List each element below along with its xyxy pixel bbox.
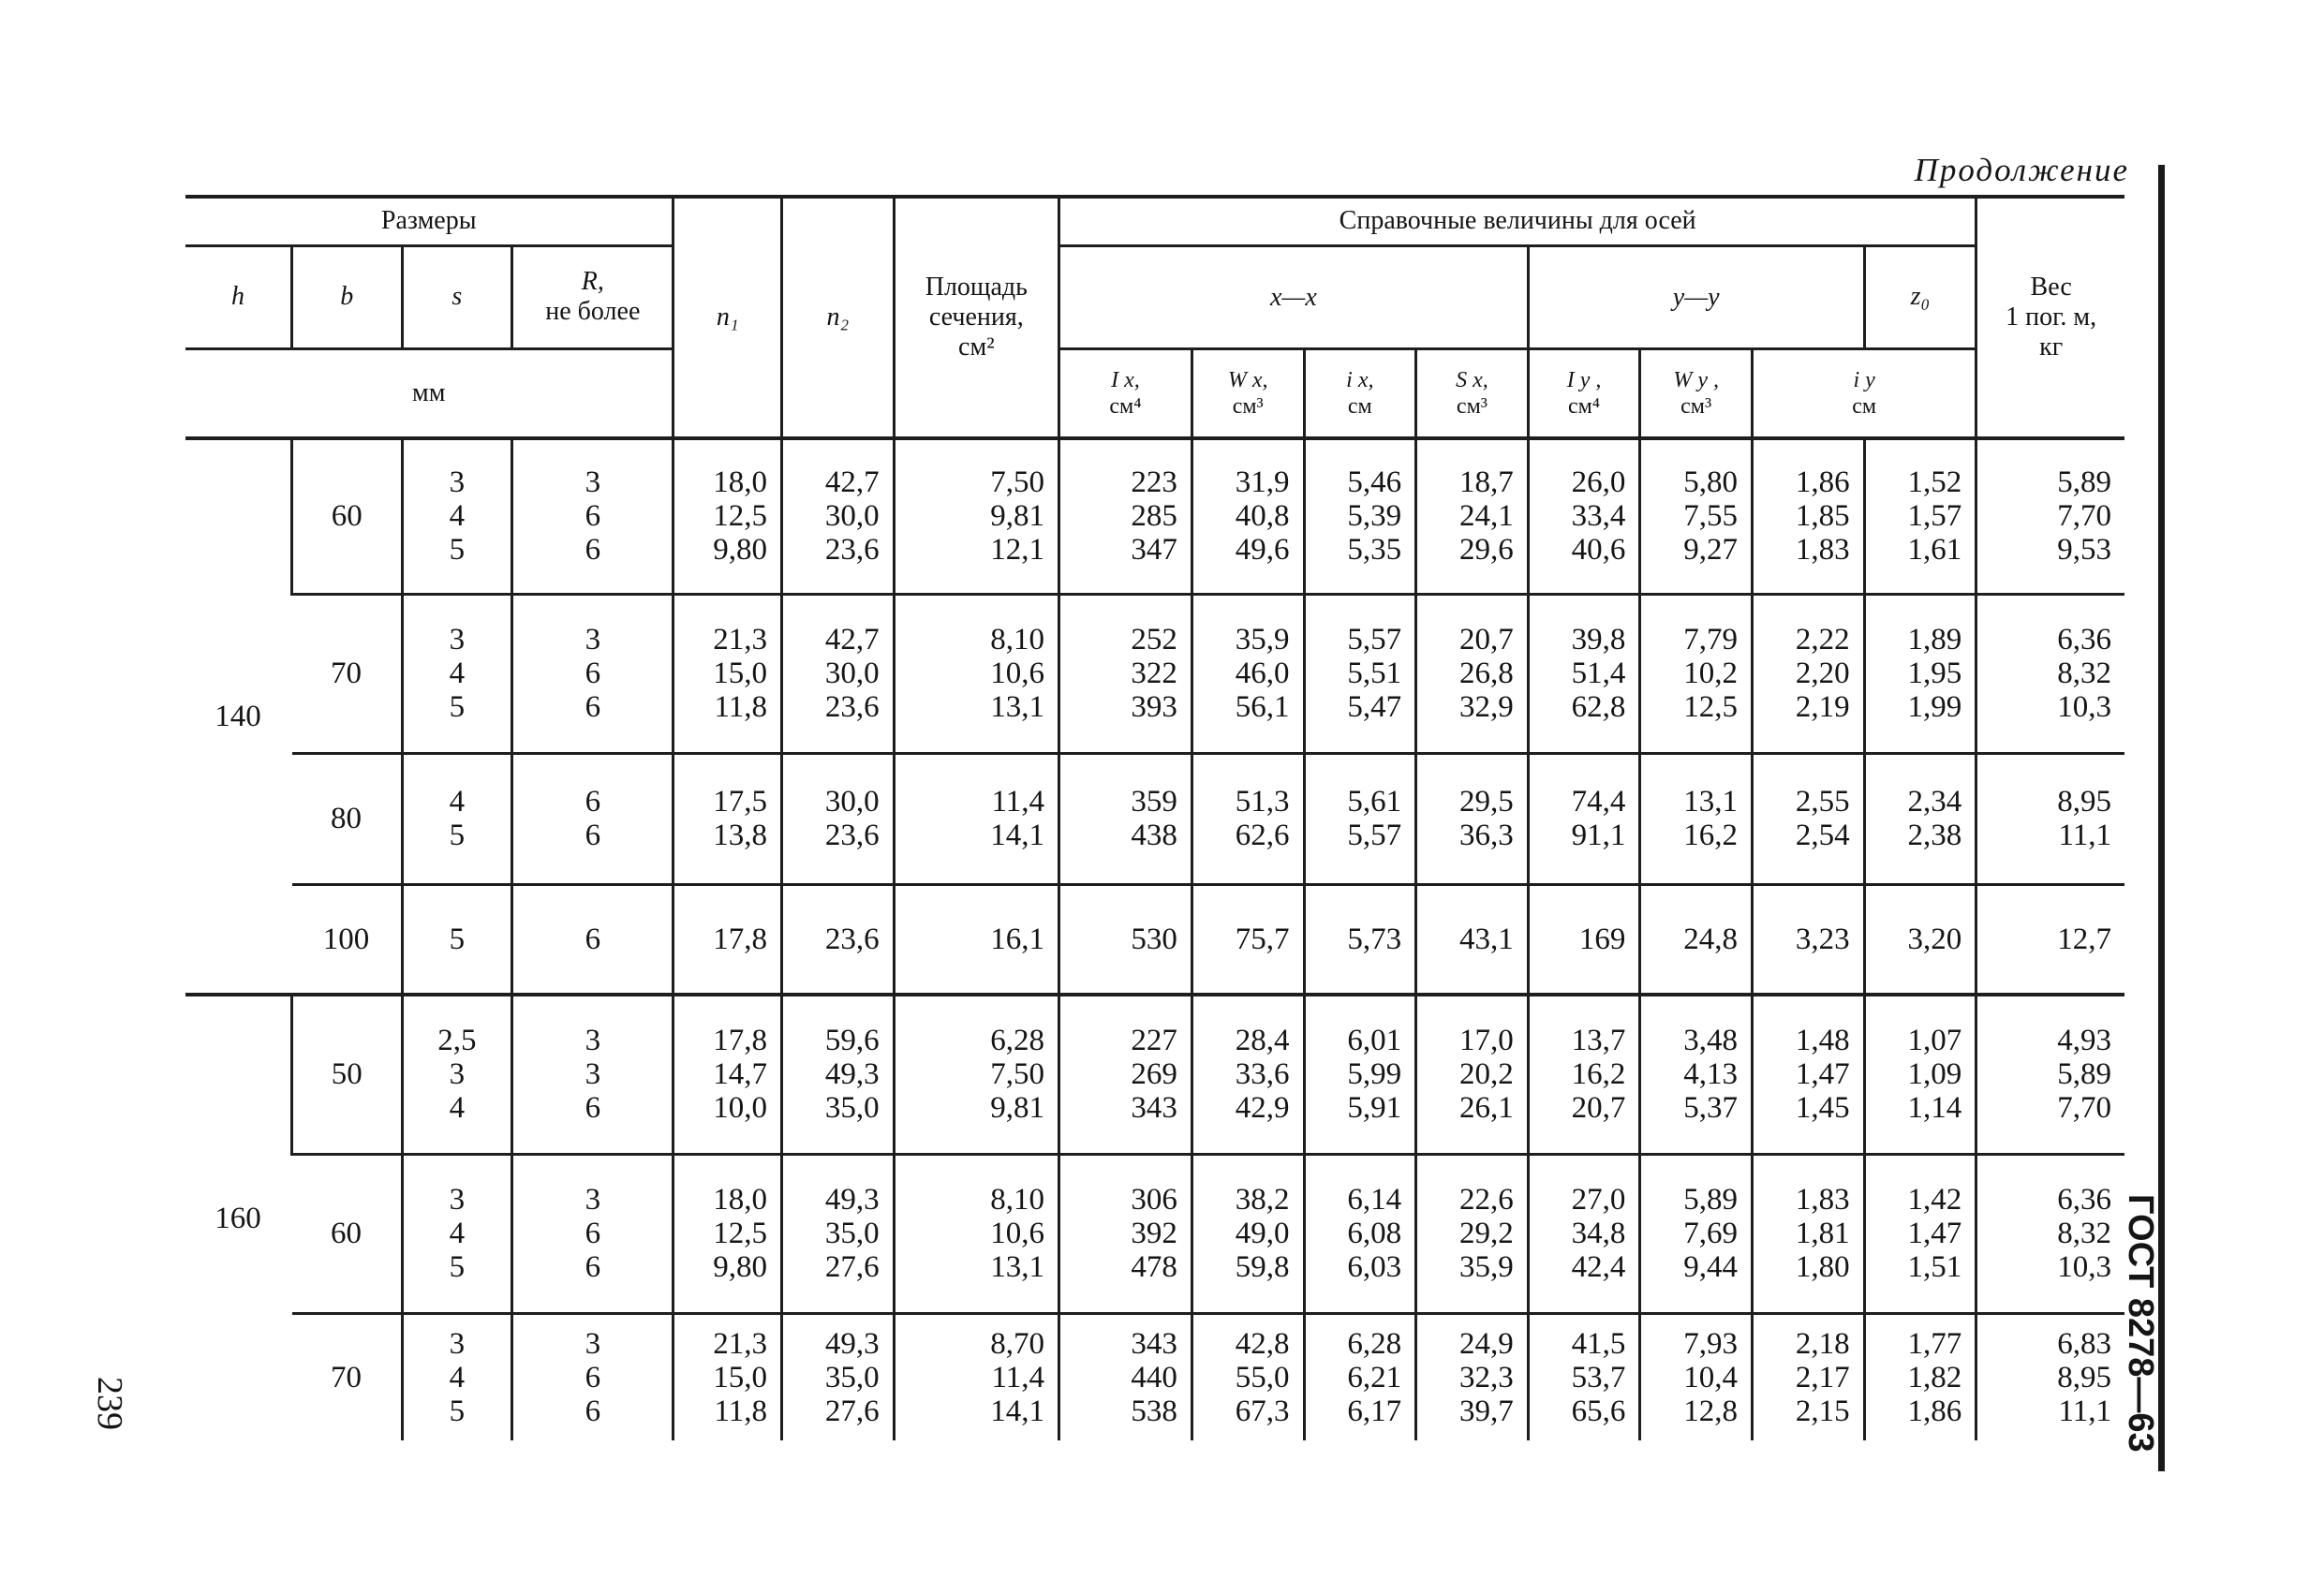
header-area-line2: сечения,: [928, 303, 1024, 332]
cell-iy: 169: [1528, 884, 1640, 995]
header-r-symbol: R,: [581, 267, 604, 296]
cell-s: 3 4 5: [402, 1313, 512, 1440]
header-iy-symbol: i y: [1853, 367, 1875, 392]
cell-a: 7,50 9,81 12,1: [894, 438, 1058, 594]
cell-r: 3 6 6: [512, 1313, 674, 1440]
header-ix: [1304, 348, 1416, 438]
header-axis-xx: x—x: [1059, 245, 1529, 348]
cell-a: 8,10 10,6 13,1: [894, 594, 1058, 753]
header-Wy: [1640, 348, 1753, 438]
height-group-cell: 140: [185, 438, 292, 995]
standard-label: ГОСТ 8278—63: [2121, 1194, 2160, 1453]
table-row: [185, 1154, 2124, 1313]
table-row: [185, 1313, 2124, 1440]
cell-b: 70: [292, 1313, 403, 1440]
header-weight-line2: 1 пог. м,: [2006, 303, 2097, 332]
cell-n1: 17,5 13,8: [674, 753, 782, 884]
cell-w: 5,89 7,70 9,53: [1976, 438, 2124, 594]
cell-wy: 24,8: [1640, 884, 1753, 995]
header-n2: n₂: [782, 197, 895, 438]
header-Wx-unit: см³: [1232, 393, 1264, 419]
cell-r: 6 6: [512, 753, 674, 884]
cell-iy: 2,22 2,20 2,19: [1752, 594, 1864, 753]
table-row: [185, 884, 2124, 995]
cell-sx: 43,1: [1416, 884, 1529, 995]
header-ix-unit: см: [1347, 393, 1372, 419]
cell-n1: 17,8 14,7 10,0: [674, 995, 782, 1154]
header-Iy-symbol: I y ,: [1566, 367, 1602, 392]
header-area-line1: Площадь: [925, 273, 1028, 302]
cell-n2: 49,3 35,0 27,6: [782, 1154, 895, 1313]
cell-wx: 75,7: [1192, 884, 1304, 995]
header-iy-z0-unit: [1752, 348, 1976, 438]
header-axis-yy: y—y: [1528, 245, 1864, 348]
cell-ix: 6,14 6,08 6,03: [1304, 1154, 1416, 1313]
cell-s: 2,5 3 4: [402, 995, 512, 1154]
cell-iy: 3,23: [1752, 884, 1864, 995]
cell-a: 11,4 14,1: [894, 753, 1058, 884]
header-cm-unit: см: [1852, 393, 1877, 419]
header-area-unit: см²: [958, 332, 995, 362]
cell-ix: 5,73: [1304, 884, 1416, 995]
cell-ix: 6,01 5,99 5,91: [1304, 995, 1416, 1154]
cell-wx: 28,4 33,6 42,9: [1192, 995, 1304, 1154]
cell-ix: 530: [1059, 884, 1192, 995]
cell-ix: 223 285 347: [1059, 438, 1192, 594]
cell-z0: 1,52 1,57 1,61: [1864, 438, 1976, 594]
cell-sx: 20,7 26,8 32,9: [1416, 594, 1529, 753]
cell-a: 6,28 7,50 9,81: [894, 995, 1058, 1154]
cell-n2: 42,7 30,0 23,6: [782, 438, 895, 594]
header-z0: z₀: [1864, 245, 1976, 348]
cell-s: 3 4 5: [402, 438, 512, 594]
header-area: [894, 197, 1058, 438]
header-Sx: [1416, 348, 1529, 438]
cell-w: 4,93 5,89 7,70: [1976, 995, 2124, 1154]
cell-r: 3 6 6: [512, 1154, 674, 1313]
cell-n1: 21,3 15,0 11,8: [674, 1313, 782, 1440]
header-weight: [1976, 197, 2124, 438]
header-weight-unit: кг: [2039, 332, 2064, 362]
header-b: b: [292, 245, 403, 348]
cell-sx: 22,6 29,2 35,9: [1416, 1154, 1529, 1313]
cell-b: 70: [292, 594, 403, 753]
cell-sx: 24,9 32,3 39,7: [1416, 1313, 1529, 1440]
cell-a: 8,10 10,6 13,1: [894, 1154, 1058, 1313]
table-header: [185, 197, 2124, 438]
cell-wy: 5,89 7,69 9,44: [1640, 1154, 1753, 1313]
header-sizes: Размеры: [185, 197, 674, 245]
header-Iy-unit: см⁴: [1567, 393, 1601, 419]
cell-wy: 13,1 16,2: [1640, 753, 1753, 884]
cell-z0: 1,89 1,95 1,99: [1864, 594, 1976, 753]
cell-iy: 41,5 53,7 65,6: [1528, 1313, 1640, 1440]
cell-ix: 5,46 5,39 5,35: [1304, 438, 1416, 594]
cell-ix: 252 322 393: [1059, 594, 1192, 753]
height-group-cell: 160: [185, 995, 292, 1440]
header-r: [512, 245, 674, 348]
table-row: [185, 995, 2124, 1154]
cell-ix: 5,57 5,51 5,47: [1304, 594, 1416, 753]
cell-sx: 29,5 36,3: [1416, 753, 1529, 884]
cell-ix: 306 392 478: [1059, 1154, 1192, 1313]
cell-iy: 13,7 16,2 20,7: [1528, 995, 1640, 1154]
header-Sx-symbol: S x,: [1456, 367, 1488, 392]
cell-ix: 227 269 343: [1059, 995, 1192, 1154]
cell-s: 5: [402, 884, 512, 995]
cell-b: 80: [292, 753, 403, 884]
header-weight-line1: Вес: [2030, 273, 2072, 302]
cell-z0: 1,07 1,09 1,14: [1864, 995, 1976, 1154]
header-Ix-symbol: I x,: [1111, 367, 1140, 392]
cell-z0: 1,77 1,82 1,86: [1864, 1313, 1976, 1440]
cell-iy: 1,48 1,47 1,45: [1752, 995, 1864, 1154]
cell-s: 3 4 5: [402, 1154, 512, 1313]
cell-ix: 5,61 5,57: [1304, 753, 1416, 884]
cell-s: 3 4 5: [402, 594, 512, 753]
cell-iy: 26,0 33,4 40,6: [1528, 438, 1640, 594]
cell-r: 3 6 6: [512, 438, 674, 594]
cell-iy: 27,0 34,8 42,4: [1528, 1154, 1640, 1313]
table-row: [185, 438, 2124, 594]
cell-wx: 38,2 49,0 59,8: [1192, 1154, 1304, 1313]
cell-r: 3 3 6: [512, 995, 674, 1154]
cell-wy: 3,48 4,13 5,37: [1640, 995, 1753, 1154]
header-s: s: [402, 245, 512, 348]
header-Sx-unit: см³: [1456, 393, 1488, 419]
cell-w: 6,83 8,95 11,1: [1976, 1313, 2124, 1440]
cell-r: 3 6 6: [512, 594, 674, 753]
table-row: [185, 594, 2124, 753]
header-h: h: [185, 245, 292, 348]
cell-wx: 51,3 62,6: [1192, 753, 1304, 884]
cell-ix: 359 438: [1059, 753, 1192, 884]
cell-iy: 1,86 1,85 1,83: [1752, 438, 1864, 594]
profile-table: [185, 195, 2124, 1440]
cell-n1: 21,3 15,0 11,8: [674, 594, 782, 753]
cell-w: 12,7: [1976, 884, 2124, 995]
cell-n1: 17,8: [674, 884, 782, 995]
cell-iy: 2,55 2,54: [1752, 753, 1864, 884]
cell-z0: 1,42 1,47 1,51: [1864, 1154, 1976, 1313]
page-number: 239: [90, 1377, 129, 1430]
header-Wx: [1192, 348, 1304, 438]
cell-wx: 31,9 40,8 49,6: [1192, 438, 1304, 594]
cell-wx: 35,9 46,0 56,1: [1192, 594, 1304, 753]
cell-b: 50: [292, 995, 403, 1154]
header-ix-symbol: i x,: [1346, 367, 1374, 392]
cell-s: 4 5: [402, 753, 512, 884]
header-reference: Справочные величины для осей: [1059, 197, 1976, 245]
cell-wy: 7,79 10,2 12,5: [1640, 594, 1753, 753]
cell-ix: 6,28 6,21 6,17: [1304, 1313, 1416, 1440]
cell-n2: 49,3 35,0 27,6: [782, 1313, 895, 1440]
cell-w: 6,36 8,32 10,3: [1976, 1154, 2124, 1313]
cell-n2: 42,7 30,0 23,6: [782, 594, 895, 753]
cell-z0: 3,20: [1864, 884, 1976, 995]
cell-b: 60: [292, 438, 403, 594]
cell-ix: 343 440 538: [1059, 1313, 1192, 1440]
cell-w: 8,95 11,1: [1976, 753, 2124, 884]
header-Ix-unit: см⁴: [1109, 393, 1142, 419]
cell-z0: 2,34 2,38: [1864, 753, 1976, 884]
cell-iy: 39,8 51,4 62,8: [1528, 594, 1640, 753]
table-body: [185, 438, 2124, 1440]
cell-wy: 5,80 7,55 9,27: [1640, 438, 1753, 594]
cell-n1: 18,0 12,5 9,80: [674, 1154, 782, 1313]
header-n1: n₁: [674, 197, 782, 438]
header-Wy-unit: см³: [1680, 393, 1712, 419]
cell-n2: 23,6: [782, 884, 895, 995]
cell-n2: 59,6 49,3 35,0: [782, 995, 895, 1154]
cell-a: 8,70 11,4 14,1: [894, 1313, 1058, 1440]
header-Wy-symbol: W y ,: [1673, 367, 1719, 392]
cell-n2: 30,0 23,6: [782, 753, 895, 884]
cell-wx: 42,8 55,0 67,3: [1192, 1313, 1304, 1440]
cell-sx: 17,0 20,2 26,1: [1416, 995, 1529, 1154]
cell-iy: 74,4 91,1: [1528, 753, 1640, 884]
cell-iy: 1,83 1,81 1,80: [1752, 1154, 1864, 1313]
cell-b: 100: [292, 884, 403, 995]
cell-w: 6,36 8,32 10,3: [1976, 594, 2124, 753]
cell-r: 6: [512, 884, 674, 995]
cell-iy: 2,18 2,17 2,15: [1752, 1313, 1864, 1440]
header-Iy: [1528, 348, 1640, 438]
cell-wy: 7,93 10,4 12,8: [1640, 1313, 1753, 1440]
cell-n1: 18,0 12,5 9,80: [674, 438, 782, 594]
header-Ix: [1059, 348, 1192, 438]
header-Wx-symbol: W x,: [1227, 367, 1268, 392]
table-row: [185, 753, 2124, 884]
header-r-note: не более: [545, 297, 641, 326]
cell-a: 16,1: [894, 884, 1058, 995]
header-mm: мм: [185, 348, 674, 438]
cell-sx: 18,7 24,1 29,6: [1416, 438, 1529, 594]
continuation-label: Продолжение: [1914, 152, 2129, 188]
cell-b: 60: [292, 1154, 403, 1313]
